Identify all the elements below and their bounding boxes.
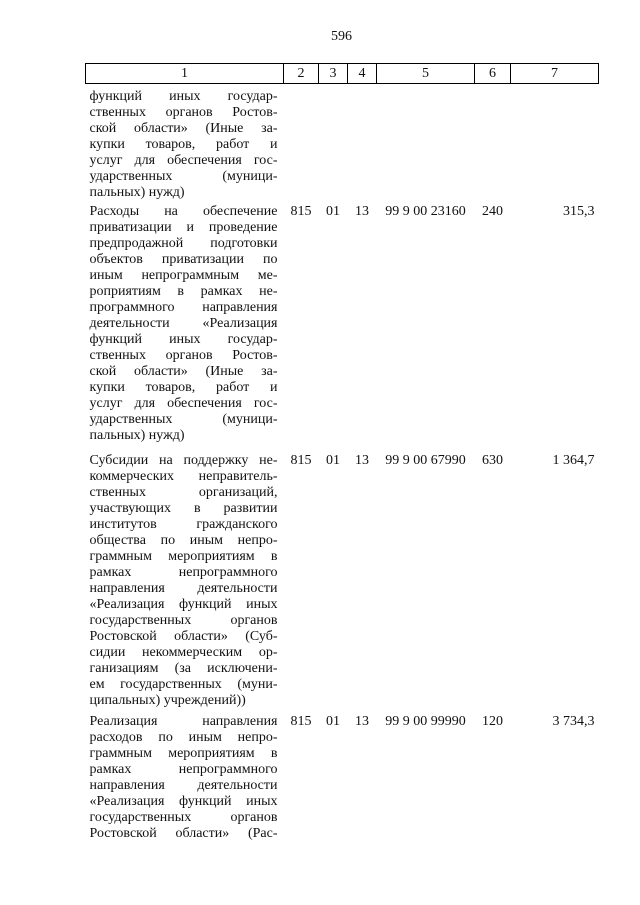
text-line: коммерческих неправитель-: [89, 469, 278, 484]
subsection-cell: 13: [355, 453, 369, 468]
text-line: ударственных (муници-: [89, 412, 278, 427]
table-header-row: [86, 64, 599, 84]
text-line: рамках непрограммного: [89, 565, 278, 580]
text-line: деятельности «Реализация: [89, 316, 278, 331]
admin-code-cell: [284, 84, 319, 202]
subsection-cell: 13: [355, 714, 369, 729]
text-line: граммным мероприятиям в: [89, 746, 278, 761]
header-cell-6: 6: [475, 64, 511, 84]
description-cell: [86, 444, 284, 709]
text-line: ской области» (Иные за-: [89, 364, 278, 379]
target-item-cell: 99 9 00 67990: [385, 453, 466, 468]
section-cell: [319, 84, 348, 202]
description-cell: [86, 201, 284, 444]
amount-cell: 3 734,3: [552, 714, 595, 729]
text-line: программного направления: [89, 300, 278, 315]
text-line: ганизациям (за исключени-: [89, 661, 278, 676]
section-cell: 01: [326, 204, 340, 219]
target-item-cell: 99 9 00 99990: [385, 714, 466, 729]
text-line: ственных организаций,: [89, 485, 278, 500]
text-line: приватизации и проведение: [89, 220, 278, 235]
text-line: пальных) нужд): [89, 428, 185, 443]
header-cell-5: 5: [377, 64, 475, 84]
text-line: граммным мероприятиям в: [89, 549, 278, 564]
text-line: институтов гражданского: [89, 517, 278, 532]
expense-type-cell: 120: [482, 714, 503, 729]
expense-type-cell: 240: [482, 204, 503, 219]
text-line: государственных органов: [89, 810, 278, 825]
text-line: купки товаров, работ и: [89, 137, 278, 152]
subsection-cell: 13: [355, 204, 369, 219]
text-line: общества по иным непро-: [89, 533, 278, 548]
text-line: объектов приватизации по: [89, 252, 278, 267]
text-line: сидии некоммерческим ор-: [89, 645, 278, 660]
description-cell: [86, 709, 284, 842]
subsection-cell: [348, 84, 377, 202]
text-line: направления деятельности: [89, 581, 278, 596]
text-line: функций иных государ-: [89, 89, 278, 104]
text-line: ственных органов Ростов-: [89, 105, 278, 120]
page-number: 596: [331, 29, 352, 44]
text-line: Ростовской области» (Рас-: [89, 826, 278, 841]
admin-code-cell: 815: [290, 714, 312, 729]
text-line: функций иных государ-: [89, 332, 278, 347]
text-line: Реализация направления: [89, 714, 278, 729]
text-line: рамках непрограммного: [89, 762, 278, 777]
text-line: услуг для обеспечения гос-: [89, 153, 278, 168]
table-row: [86, 444, 599, 709]
section-cell: 01: [326, 714, 340, 729]
text-line: ственных органов Ростов-: [89, 348, 278, 363]
text-line: иным непрограммным ме-: [89, 268, 278, 283]
expense-type-cell: [475, 84, 511, 202]
header-cell-7: 7: [511, 64, 599, 84]
header-cell-3: 3: [319, 64, 348, 84]
text-line: Расходы на обеспечение: [89, 204, 278, 219]
text-line: «Реализация функций иных: [89, 794, 278, 809]
text-line: предпродажной подготовки: [89, 236, 278, 251]
amount-cell: 315,3: [563, 204, 595, 219]
amount-cell: 1 364,7: [552, 453, 595, 468]
text-line: ципальных) учреждений)): [89, 693, 246, 708]
text-line: пальных) нужд): [89, 185, 185, 200]
header-cell-1: 1: [86, 64, 284, 84]
table-row: [86, 709, 599, 842]
table-row: [86, 84, 599, 202]
text-line: ем государственных (муни-: [89, 677, 278, 692]
text-line: направления деятельности: [89, 778, 278, 793]
table-row: [86, 201, 599, 444]
text-line: услуг для обеспечения гос-: [89, 396, 278, 411]
amount-cell: [511, 84, 599, 202]
target-item-cell: 99 9 00 23160: [385, 204, 466, 219]
text-line: государственных органов: [89, 613, 278, 628]
text-line: ударственных (муници-: [89, 169, 278, 184]
section-cell: 01: [326, 453, 340, 468]
text-line: роприятиям в рамках не-: [89, 284, 278, 299]
text-line: расходов по иным непро-: [89, 730, 278, 745]
text-line: Субсидии на поддержку не-: [89, 453, 278, 468]
text-line: участвующих в развитии: [89, 501, 278, 516]
text-line: купки товаров, работ и: [89, 380, 278, 395]
text-line: ской области» (Иные за-: [89, 121, 278, 136]
target-item-cell: [377, 84, 475, 202]
text-line: Ростовской области» (Суб-: [89, 629, 278, 644]
admin-code-cell: 815: [290, 453, 312, 468]
header-cell-4: 4: [348, 64, 377, 84]
budget-table: [85, 63, 599, 842]
header-cell-2: 2: [284, 64, 319, 84]
expense-type-cell: 630: [482, 453, 503, 468]
admin-code-cell: 815: [290, 204, 312, 219]
description-cell: [86, 84, 284, 202]
text-line: «Реализация функций иных: [89, 597, 278, 612]
